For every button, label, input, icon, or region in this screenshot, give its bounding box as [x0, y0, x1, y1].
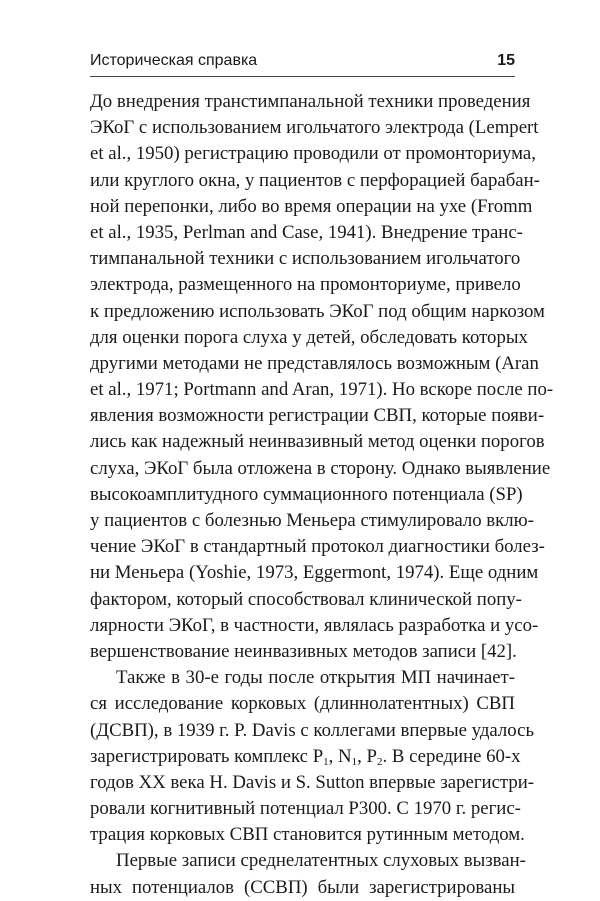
body-text	[90, 89, 554, 901]
header-rule	[90, 76, 515, 77]
text-fragment: . В середине 60-х	[382, 745, 521, 767]
text-line: лярности ЭКоГ, в частности, являлась разработка и усо-	[90, 614, 539, 636]
text-line: ни Меньера (Yoshie, 1973, Eggermont, 1974). Еще одним	[90, 562, 539, 584]
text-line: ных потенциалов (ССВП) были зарегистрированы	[90, 876, 515, 898]
text-line: Также в 30-е годы после открытия МП начинает-	[116, 667, 515, 689]
text-line: et al., 1971; Portmann and Aran, 1971). Но вскоре после по-	[90, 379, 554, 401]
text-line: лись как надежный неинвазивный метод оценки порогов	[90, 431, 545, 453]
text-line: электрода, размещенного на промонториуме, привело	[90, 274, 521, 296]
text-fragment: , N	[328, 745, 352, 767]
text-line: к предложению использовать ЭКоГ под общим наркозом	[90, 300, 545, 322]
text-fragment: , P	[357, 745, 377, 767]
text-line: тимпанальной техники с использованием игольчатого	[90, 248, 521, 270]
text-line: ся исследование корковых (длиннолатентных) СВП	[90, 693, 515, 715]
subscript: 1	[351, 755, 358, 768]
book-page	[90, 52, 554, 901]
text-line: высокоамплитудного суммационного потенциала (SP)	[90, 483, 523, 505]
page-number: 15	[497, 52, 515, 69]
text-line: у пациентов с болезнью Меньера стимулировало вклю-	[90, 510, 534, 531]
running-header	[90, 52, 515, 76]
text-line: (ДСВП), в 1939 г. P. Davis с коллегами впервые удалось	[90, 719, 535, 741]
text-line: et al., 1950) регистрацию проводили от промонториума,	[90, 143, 536, 165]
text-line: чение ЭКоГ в стандартный протокол диагностики болез-	[90, 536, 545, 558]
text-line: годов XX века H. Davis и S. Sutton впервые зарегистри-	[90, 771, 535, 793]
text-fragment: зарегистрировать комплекс P	[90, 745, 324, 767]
text-line: трация корковых СВП становится рутинным методом.	[90, 824, 525, 846]
text-line: или круглого окна, у пациентов с перфорацией барабан-	[90, 169, 540, 191]
text-line: ной перепонки, либо во время операции на ухе (Fromm	[90, 195, 533, 217]
text-line: вершенствование неинвазивных методов записи [42].	[90, 640, 517, 662]
subscript: 1	[323, 755, 329, 768]
text-line: Первые записи среднелатентных слуховых вызван-	[116, 850, 526, 872]
subscript: 2	[376, 755, 383, 768]
text-line: фактором, который способствовал клинической попу-	[90, 588, 522, 610]
text-line: ЭКоГ с использованием игольчатого электрода (Lempert	[90, 117, 539, 139]
text-line: et al., 1935, Perlman and Case, 1941). Внедрение транс-	[90, 221, 523, 243]
text-line: слуха, ЭКоГ была отложена в сторону. Однако выявление	[90, 457, 551, 479]
text-line: другими методами не представлялось возможным (Aran	[90, 352, 539, 374]
text-line: ровали когнитивный потенциал P300. С 1970 г. регис-	[90, 798, 521, 820]
text-line	[90, 744, 521, 770]
running-header-title: Историческая справка	[90, 52, 258, 69]
text-line: явления возможности регистрации СВП, которые появи-	[90, 405, 545, 427]
text-line: для оценки порога слуха у детей, обследовать которых	[90, 326, 528, 348]
text-line: До внедрения транстимпанальной техники проведения	[90, 91, 531, 112]
